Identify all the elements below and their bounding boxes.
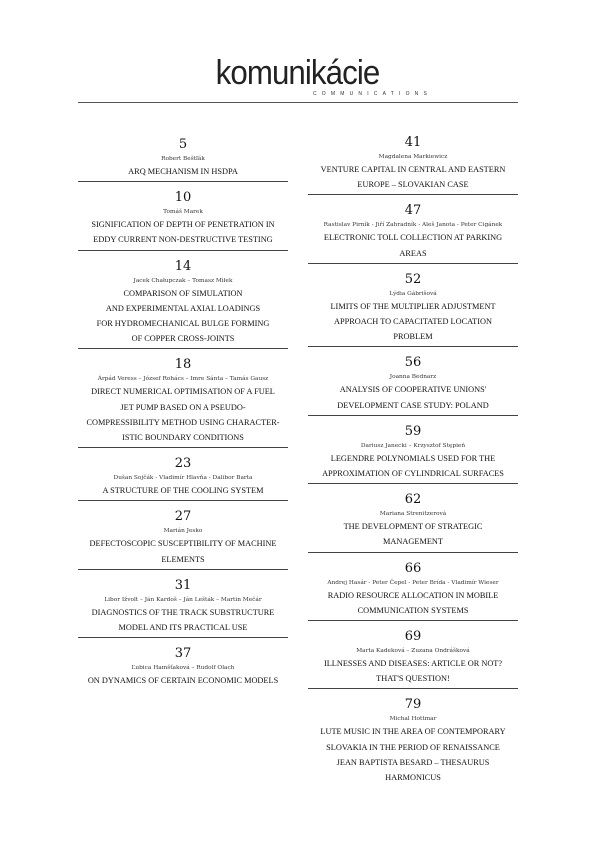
toc-authors: Rastislav Pirník - Jiří Zahradník - Aleš Janota - Peter Cigánek <box>323 222 503 229</box>
toc-title-line: COMPARISON OF SIMULATION <box>123 288 243 298</box>
toc-title-line: ELECTRONIC TOLL COLLECTION AT PARKING <box>323 233 503 243</box>
toc-page-number: 47 <box>404 203 422 219</box>
toc-page-number: 27 <box>174 509 192 525</box>
toc-title-line: A STRUCTURE OF THE COOLING SYSTEM <box>102 486 264 496</box>
toc-separator <box>78 447 288 448</box>
toc-title-line: FOR HYDROMECHANICAL BULGE FORMING <box>96 319 270 329</box>
toc-title-line: JET PUMP BASED ON A PSEUDO- <box>120 402 246 412</box>
toc-page-number: 79 <box>404 697 422 713</box>
toc-separator <box>308 346 518 347</box>
toc-page-number: 62 <box>404 492 422 508</box>
toc-authors: Dušan Sojčák - Vladimír Hlavňa - Dalibor Barta <box>113 475 253 482</box>
toc-separator <box>308 415 518 416</box>
toc-title-line: ISTIC BOUNDARY CONDITIONS <box>122 433 244 443</box>
toc-page-number: 18 <box>174 357 192 373</box>
toc-authors: Joanna Bednarz <box>389 374 437 381</box>
toc-entry[interactable] <box>78 647 288 688</box>
toc-entry[interactable] <box>308 698 518 785</box>
toc-entry[interactable] <box>78 358 288 445</box>
toc-entry[interactable] <box>308 204 518 260</box>
toc-authors: Mariana Strenitzerová <box>379 511 447 518</box>
toc-title-line: AND EXPERIMENTAL AXIAL LOADINGS <box>105 303 261 313</box>
toc-separator <box>78 637 288 638</box>
toc-page-number: 41 <box>404 135 422 150</box>
toc-title-line: ILLNESSES AND DISEASES: ARTICLE OR NOT? <box>323 659 503 669</box>
toc-separator <box>78 250 288 251</box>
toc-entry[interactable] <box>78 579 288 635</box>
masthead <box>0 56 595 97</box>
toc-title-line: HARMONICUS <box>385 773 441 783</box>
toc-title <box>78 673 288 688</box>
toc-page-number: 52 <box>404 271 422 287</box>
toc-title-line: EUROPE – SLOVAKIAN CASE <box>357 180 469 190</box>
toc-separator <box>308 483 518 484</box>
toc-entry[interactable] <box>308 356 518 412</box>
toc-title-line: SIGNIFICATION OF DEPTH OF PENETRATION IN <box>91 220 275 230</box>
toc-entry[interactable] <box>308 136 518 192</box>
toc-title <box>308 724 518 785</box>
toc-title-line: LEGENDRE POLYNOMIALS USED FOR THE <box>330 453 496 463</box>
journal-logo: komunikácie <box>215 54 380 92</box>
toc-title-line: EDDY CURRENT NON-DESTRUCTIVE TESTING <box>93 235 273 245</box>
toc-title-line: LIMITS OF THE MULTIPLIER ADJUSTMENT <box>330 301 496 311</box>
toc-title-line: ELEMENTS <box>161 554 205 564</box>
toc-title-line: SLOVAKIA IN THE PERIOD OF RENAISSANCE <box>326 742 500 752</box>
toc-title <box>78 483 288 498</box>
toc-authors: Ľubica Hamšťaková – Rudolf Olach <box>131 665 235 672</box>
toc-title <box>308 588 518 618</box>
toc-separator <box>308 552 518 553</box>
toc-page-number: 31 <box>174 577 192 593</box>
toc-page-number: 66 <box>404 560 422 576</box>
toc-entry[interactable] <box>78 510 288 566</box>
toc-title <box>308 230 518 260</box>
toc-entry[interactable] <box>308 273 518 345</box>
toc-title-line: DIAGNOSTICS OF THE TRACK SUBSTRUCTURE <box>91 607 275 617</box>
toc-title-line: DEFECTOSCOPIC SUSCEPTIBILITY OF MACHINE <box>89 539 277 549</box>
journal-subtitle: COMMUNICATIONS <box>312 91 433 97</box>
toc-authors: Libor Ižvolt – Ján Kardoš – Ján Lešták – Martin Mečár <box>104 596 262 603</box>
toc-title-line: RADIO RESOURCE ALLOCATION IN MOBILE <box>327 590 499 600</box>
toc-title <box>308 162 518 192</box>
toc-page-number: 69 <box>404 629 422 645</box>
toc-separator <box>78 500 288 501</box>
header-rule <box>78 102 518 103</box>
toc-authors: Marián Jesko <box>163 528 203 535</box>
toc-authors: Andrej Hasár - Peter Čepel - Peter Brída - Vladimír Wieser <box>327 579 499 586</box>
toc-separator <box>308 620 518 621</box>
toc-title-line: DEVELOPMENT CASE STUDY: POLAND <box>337 400 489 410</box>
toc-title-line: AREAS <box>399 248 427 258</box>
toc-title <box>78 164 288 179</box>
toc-page-number: 5 <box>178 137 188 152</box>
toc-title <box>308 299 518 345</box>
toc-title-line: VENTURE CAPITAL IN CENTRAL AND EASTERN <box>320 165 506 174</box>
toc-title-line: LUTE MUSIC IN THE AREA OF CONTEMPORARY <box>320 727 506 737</box>
toc-title-line: APPROXIMATION OF CYLINDRICAL SURFACES <box>322 469 504 479</box>
toc-title-line: OF COPPER CROSS-JOINTS <box>131 334 235 344</box>
toc-title <box>308 656 518 686</box>
toc-entry[interactable] <box>308 493 518 549</box>
toc-separator <box>78 348 288 349</box>
toc-title-line: JEAN BAPTISTA BESARD – THESAURUS <box>336 757 490 767</box>
toc-page-number: 14 <box>174 258 192 274</box>
toc-title-line: THE DEVELOPMENT OF STRATEGIC <box>343 522 483 532</box>
toc-page-number: 23 <box>174 456 192 472</box>
toc-page-number: 56 <box>404 355 422 371</box>
toc-title <box>78 384 288 445</box>
toc-authors: Magdalena Markiewicz <box>378 154 448 160</box>
toc-separator <box>78 569 288 570</box>
toc-authors: Marta Kadeková – Zuzana Ondrášková <box>356 648 470 655</box>
toc-title <box>78 605 288 635</box>
toc-separator <box>308 194 518 195</box>
toc-entry[interactable] <box>78 260 288 347</box>
toc-title-line: MANAGEMENT <box>383 537 443 547</box>
toc-title <box>78 286 288 347</box>
toc-entry[interactable] <box>78 191 288 247</box>
toc-authors: Robert Beštľák <box>161 156 205 162</box>
toc-title-line: COMMUNICATION SYSTEMS <box>357 605 469 615</box>
toc-right-column <box>308 136 518 785</box>
toc-title <box>308 519 518 549</box>
toc-entry[interactable] <box>308 425 518 481</box>
toc-title-line: ARQ MECHANISM IN HSDPA <box>128 167 238 176</box>
toc-title-line: ANALYSIS OF COOPERATIVE UNIONS' <box>339 385 487 395</box>
toc-page-number: 59 <box>404 423 422 439</box>
toc-page-number: 37 <box>174 646 192 662</box>
toc-authors: Tomáš Marek <box>163 209 203 216</box>
toc-title <box>308 451 518 481</box>
toc-entry[interactable] <box>78 138 288 179</box>
toc-authors: Árpád Veress – József Rohács – Imre Sánta – Tamás Gausz <box>97 376 269 383</box>
toc-title-line: PROBLEM <box>393 332 433 342</box>
toc-title <box>78 217 288 247</box>
toc-separator <box>78 181 288 182</box>
toc-authors: Dariusz Janecki – Krzysztof Stępień <box>360 442 466 449</box>
toc-authors: Michal Hottmar <box>389 716 437 723</box>
toc-title-line: THAT'S QUESTION! <box>376 674 450 684</box>
toc-title-line: ON DYNAMICS OF CERTAIN ECONOMIC MODELS <box>87 676 279 686</box>
toc-title <box>78 536 288 566</box>
toc-separator <box>308 688 518 689</box>
toc-title <box>308 382 518 412</box>
toc-entry[interactable] <box>308 630 518 686</box>
toc-entry[interactable] <box>308 562 518 618</box>
toc-title-line: COMPRESSIBILITY METHOD USING CHARACTER- <box>86 417 280 427</box>
toc-title-line: DIRECT NUMERICAL OPTIMISATION OF A FUEL <box>91 387 275 397</box>
toc-page-number: 10 <box>174 190 192 206</box>
toc-title-line: MODEL AND ITS PRACTICAL USE <box>118 623 248 633</box>
toc-title-line: APPROACH TO CAPACITATED LOCATION <box>334 317 492 327</box>
toc-left-column <box>78 138 288 688</box>
toc-authors: Jacek Chałupczak – Tomasz Miłek <box>133 277 233 284</box>
toc-authors: Lýdia Gábrišová <box>389 290 437 297</box>
toc-separator <box>308 263 518 264</box>
toc-entry[interactable] <box>78 457 288 498</box>
